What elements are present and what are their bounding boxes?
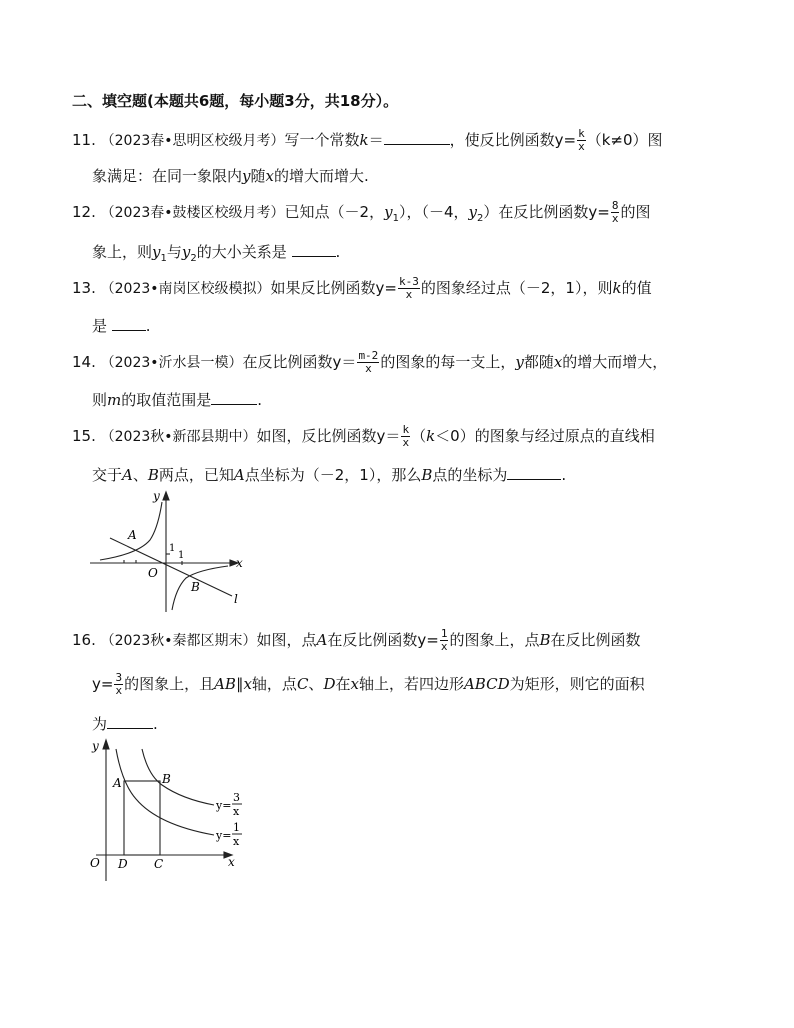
question-source: （2023•南岗区校级模拟）: [100, 281, 271, 297]
point-label-d: D: [118, 857, 128, 871]
question-source: （2023秋•秦都区期末）: [100, 633, 257, 649]
origin-label: O: [148, 566, 158, 580]
fraction: $\frac{m-2}{x}$: [358, 349, 379, 375]
question-12-line-2: 象上，则$y_1$与$y_2$的大小关系是 .: [92, 240, 340, 270]
rectangle-abcd: [124, 781, 160, 855]
tick-label-y-1: 1: [169, 543, 176, 554]
axis-label-x: x: [228, 855, 235, 869]
question-13-line-1: 13. （2023•南岗区校级模拟）如果反比例函数y= $\frac{k-3}{x}$ 的图象经过点（－2，1），则k的值: [72, 275, 652, 301]
figure-q16-rectangle: [86, 735, 256, 885]
question-number: 16.: [72, 631, 96, 649]
curve-y-3-over-x: [142, 749, 214, 805]
point-label-b: B: [162, 772, 171, 786]
y-axis-arrow: [103, 740, 109, 749]
point-label-c: C: [154, 857, 164, 871]
curve-label-1-over-x: [215, 821, 242, 848]
svg-text:y=: y=: [216, 799, 232, 812]
question-source: （2023•沂水县一模）: [100, 355, 243, 371]
axis-label-y: y: [153, 489, 160, 503]
curve-label-3-over-x: [215, 791, 242, 818]
point-label-b: B: [191, 580, 200, 594]
question-11-line-1: 11. （2023春•思明区校级月考）写一个常数k＝ ，使反比例函数y= $\frac{k}{x}$ （k≠0）图: [72, 127, 663, 153]
question-number: 13.: [72, 279, 96, 297]
question-number: 11.: [72, 131, 96, 149]
question-16-line-1: 16. （2023秋•秦都区期末）如图，点A在反比例函数y= $\frac{1}{x}$ 的图象上，点B在反比例函数: [72, 627, 641, 653]
question-number: 12.: [72, 203, 96, 221]
line-label-l: l: [234, 592, 238, 606]
question-13-line-2: 是 .: [92, 314, 151, 337]
question-11-line-2: 象满足：在同一象限内y随x的增大而增大.: [92, 167, 369, 185]
svg-text:3: 3: [233, 791, 240, 804]
fraction: $\frac{8}{x}$: [611, 199, 619, 225]
axis-label-y: y: [92, 739, 99, 753]
y-axis-arrow: [163, 492, 169, 500]
question-14-line-2: 则m的取值范围是 .: [92, 388, 262, 411]
question-16-line-3: 为 .: [92, 712, 158, 735]
axis-label-x: x: [236, 556, 243, 570]
answer-blank[interactable]: [292, 240, 336, 257]
answer-blank[interactable]: [211, 388, 257, 405]
answer-blank[interactable]: [384, 128, 450, 145]
svg-text:x: x: [233, 805, 240, 818]
question-12-line-1: 12. （2023春•鼓楼区校级月考）已知点（－2，$y_1$），（－4，$y_2$）在反比例函数y= $\frac{8}{x}$ 的图: [72, 199, 651, 225]
question-source: （2023春•思明区校级月考）: [100, 133, 285, 149]
question-number: 14.: [72, 353, 96, 371]
point-label-a: A: [128, 528, 137, 542]
svg-text:x: x: [233, 835, 240, 848]
svg-text:1: 1: [233, 821, 240, 834]
question-16-line-2: y= $\frac{3}{x}$ 的图象上，且AB∥x轴，点C、D在x轴上，若四边形ABCD为矩形，则它的面积: [92, 671, 645, 697]
figure-q15-hyperbola: [88, 488, 258, 618]
svg-text:y=: y=: [216, 829, 232, 842]
answer-blank[interactable]: [507, 463, 561, 480]
tick-label-x-1: 1: [178, 550, 185, 561]
question-15-line-1: 15. （2023秋•新邵县期中）如图，反比例函数y＝ $\frac{k}{x}$ （k＜0）的图象与经过原点的直线相: [72, 423, 655, 449]
question-number: 15.: [72, 427, 96, 445]
answer-blank[interactable]: [107, 712, 153, 729]
curve-y-1-over-x: [116, 749, 214, 835]
hyperbola-branch-lower-right: [172, 566, 228, 610]
fraction: $\frac{k}{x}$: [402, 423, 410, 449]
fraction: $\frac{k-3}{x}$: [399, 275, 419, 301]
question-14-line-1: 14. （2023•沂水县一模）在反比例函数y＝ $\frac{m-2}{x}$ 的图象的每一支上，y都随x的增大而增大，: [72, 349, 668, 375]
question-15-line-2: 交于A、B两点，已知A点坐标为（－2，1），那么B点的坐标为 .: [92, 463, 566, 486]
answer-blank[interactable]: [112, 314, 146, 331]
fraction: $\frac{k}{x}$: [578, 127, 585, 153]
fraction: $\frac{3}{x}$: [115, 671, 123, 697]
question-source: （2023春•鼓楼区校级月考）: [100, 205, 285, 221]
section-title: 二、填空题(本题共6题，每小题3分，共18分）。: [72, 92, 399, 110]
fraction: $\frac{1}{x}$: [440, 627, 448, 653]
question-source: （2023秋•新邵县期中）: [100, 429, 257, 445]
origin-label: O: [90, 856, 100, 870]
point-label-a: A: [113, 776, 122, 790]
